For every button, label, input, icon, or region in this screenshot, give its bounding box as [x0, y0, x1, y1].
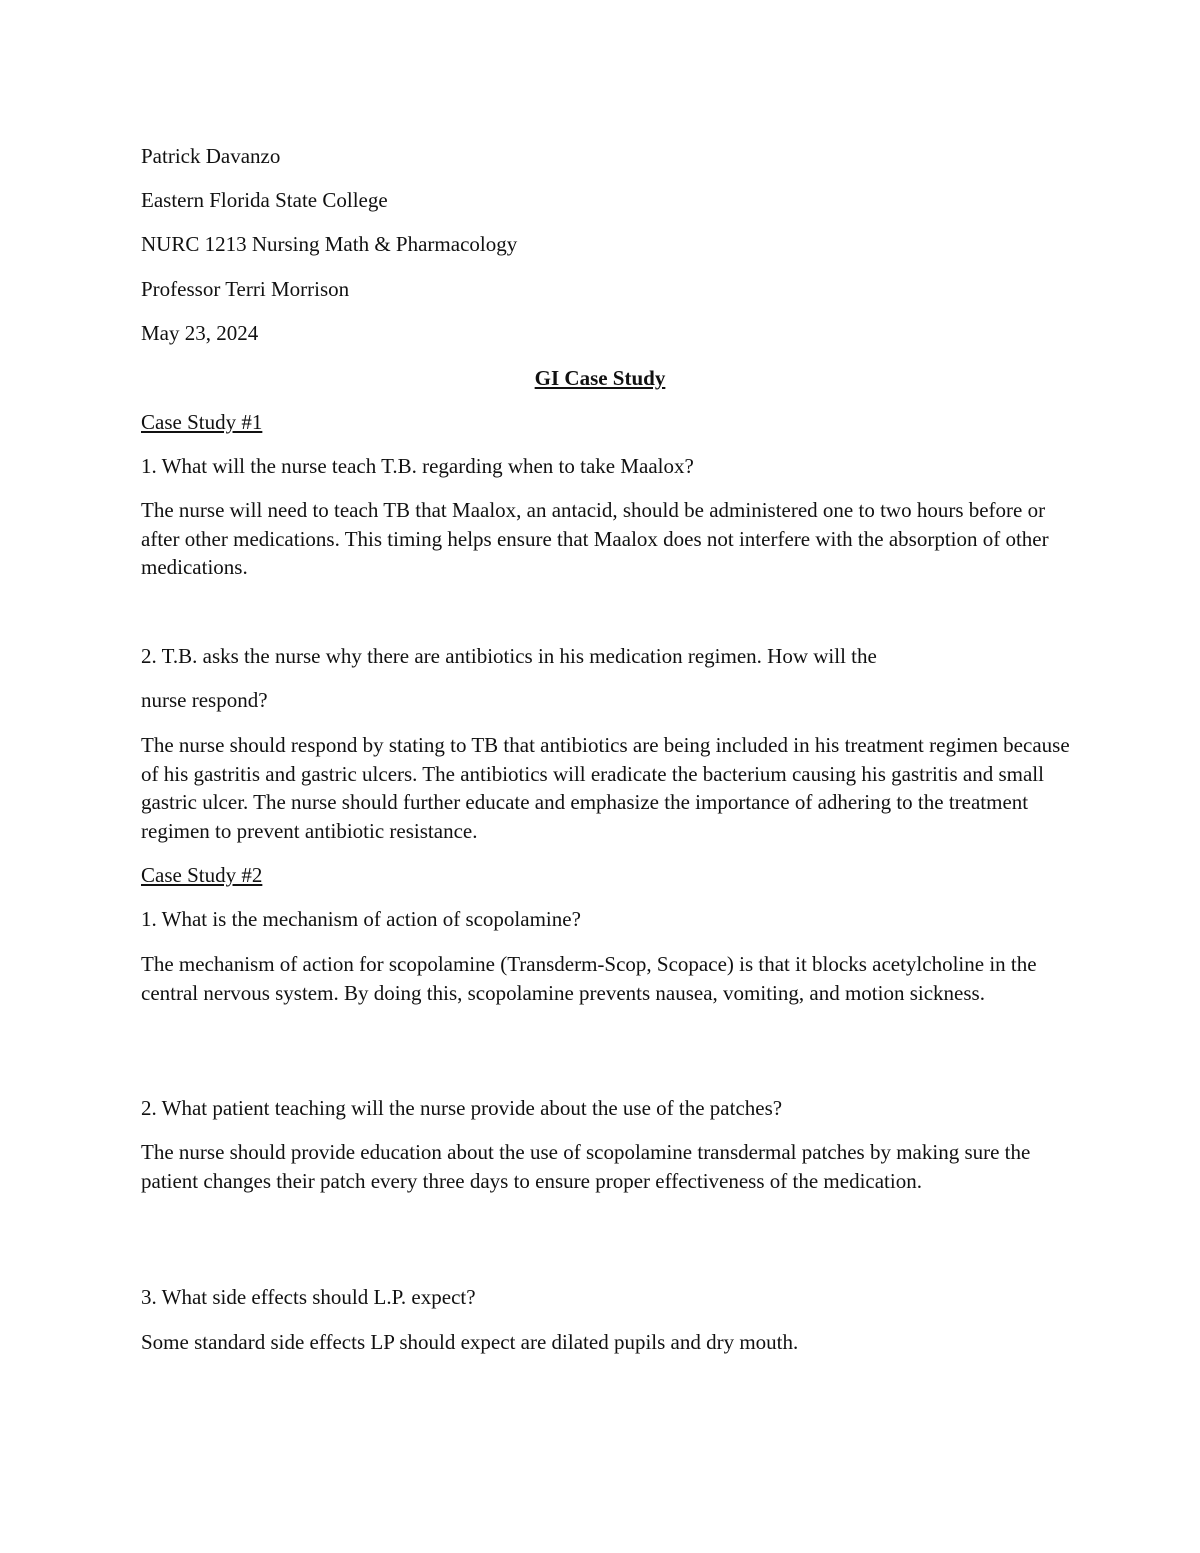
course-name: NURC 1213 Nursing Math & Pharmacology [141, 232, 518, 256]
submission-date: May 23, 2024 [141, 321, 259, 345]
case1-question-2-line-2: nurse respond? [141, 688, 268, 712]
case1-answer-1: The nurse will need to teach TB that Maalox, an antacid, should be administered one to two hours before or after other medications. This timing helps ensure that Maalox does not interfere with the absorption of other medications. [141, 498, 1049, 579]
case-study-2-heading: Case Study #2 [141, 863, 263, 887]
professor-name: Professor Terri Morrison [141, 277, 350, 301]
case1-question-2-line-1: 2. T.B. asks the nurse why there are antibiotics in his medication regimen. How will the [141, 644, 877, 668]
case2-question-1: 1. What is the mechanism of action of scopolamine? [141, 907, 581, 931]
case1-question-1: 1. What will the nurse teach T.B. regarding when to take Maalox? [141, 454, 694, 478]
case2-answer-3: Some standard side effects LP should expect are dilated pupils and dry mouth. [141, 1330, 799, 1354]
document-title: GI Case Study [534, 366, 666, 390]
author-name: Patrick Davanzo [141, 144, 281, 168]
case2-answer-1: The mechanism of action for scopolamine (Transderm-Scop, Scopace) is that it blocks acetylcholine in the central nervous system. By doing this, scopolamine prevents nausea, vomiting, and motion sickness. [141, 952, 1037, 1005]
school-name: Eastern Florida State College [141, 188, 388, 212]
case-study-1-heading: Case Study #1 [141, 410, 263, 434]
case1-answer-2: The nurse should respond by stating to TB that antibiotics are being included in his treatment regimen because of his gastritis and gastric ulcers. The antibiotics will eradicate the bacterium causing his gastritis and small gastric ulcer. The nurse should further educate and emphasize the importance of adhering to the treatment regimen to prevent antibiotic resistance. [141, 733, 1070, 843]
case2-question-2: 2. What patient teaching will the nurse provide about the use of the patches? [141, 1096, 783, 1120]
case2-question-3: 3. What side effects should L.P. expect? [141, 1285, 476, 1309]
case2-answer-2: The nurse should provide education about the use of scopolamine transdermal patches by making sure the patient changes their patch every three days to ensure proper effectiveness of the medication. [141, 1140, 1031, 1193]
